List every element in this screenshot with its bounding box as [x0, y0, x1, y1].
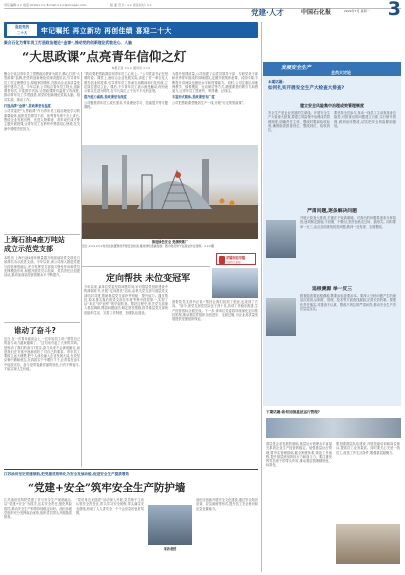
banner-slogan: 牢记嘱托 再立新功 再创佳绩 喜迎二十大 [41, 27, 172, 35]
banner-kicker [7, 24, 37, 36]
lead-subtitle: 聚合石化为青年员工打造政治理论“金课”,推动党的创新理论武装走心、人脑 [4, 40, 132, 45]
masthead [251, 0, 401, 22]
photo-caption [82, 241, 258, 248]
paper-name: 中国石化报 [301, 9, 332, 16]
discussion-question-label: 本期话题: [268, 80, 284, 84]
divider-left-1 [4, 234, 80, 235]
logo-subtext: 中国石化新闻 [226, 261, 241, 264]
discussion-column-1a: 安全生产是企业发展的生命线。开展安全生产大检查大排查,要建立风险集中治理成效管理制度,明确责任主体、整改时限和验收标准,确保隐患排查到位、整改到位、验收到位。 [268, 111, 330, 133]
middle-column-1: 今年以来,某单位党委坚持问题导向,针对基层党组织建设中的薄弱环节,开展“定向帮扶”活动,由机关党支部与基层党支部结对共建,帮助基层党支部补齐短板、提升能力。通过帮扶,原本排名靠后的党支部在年度考核中跃居第一,实现了从“末位”到“冠军”的华丽转身。帮扶过程中,机关党支部深入基层调研,摸清问题症结,制定帮扶措施,指导基层党支部规范组织生活、完善工作制度、加强队伍建设。 [84, 285, 168, 315]
side-story-2-title: 谁动了奋斗? [14, 326, 56, 335]
lead-subhead-3: 丰富形式载体,思政课堂有广度 [172, 95, 215, 100]
band-column-1: 江苏油田坚持把党建工作与安全生产深度融合,以“党建+安全”为抓手,压实安全责任,强化风险管控,推动安全生产形势持续稳定向好。油田各级党组织充分发挥政治优势,组织党员带头开展隐患排查。 [4, 498, 72, 520]
page-number: 3 [387, 0, 401, 20]
discussion-column-2a: 开展大检查大排查,关键在于较真碰硬。对查出的问题要逐条分析原因,逐项制定措施,不回避、不敷衍,坚决杜绝走过场、搞形式。同时要举一反三,由点及面查找同类问题,做到一处发现、全面整改。 [300, 216, 396, 229]
band-column-3: 油田还创新开展安全文化建设,通过安全知识竞赛、应急演练等形式,提升员工安全意识和应急处置能力。 [196, 498, 258, 511]
discussion-photo-3 [266, 418, 401, 438]
middle-headline: 定向帮扶 未位变冠军 [106, 274, 191, 284]
lead-headline: “大思政课”点亮青年信仰之灯 [22, 49, 187, 64]
band-column-2: “党员身边无隐患”活动深入开展,党员骨干主动认领安全责任区,带头学习安全规程,带头落实安全措施,形成了人人讲安全、个个会应急的良好氛围。 [76, 498, 144, 515]
column-rule-page [261, 22, 262, 572]
divider-mid [82, 266, 210, 267]
discussion-header [263, 62, 401, 76]
banner-kicker-line-2: 二十大 [16, 31, 28, 35]
discussion-title-1: 建立安全风险集中治理成效管理制度 [300, 103, 364, 108]
column-rule-left [81, 72, 82, 467]
band-subtitle: 江苏油田坚定党建领航,把党建优势转化为安全发展动能,促进安全生产提质增效 [4, 472, 129, 476]
discussion-question: 如何扎实开展安全生产大检查大排查? [268, 86, 345, 91]
right-lower-photo [336, 524, 400, 564]
lead-column-2: “我们要把思政课讲到青年员工心坎上。”公司党委书记在授课时说。课堂上,他结合企业发展实际,讲述了老一辈石化人艰苦创业的故事,引导青年员工传承石油精神和石化传统,立足岗位建功立业。课后,不少青年员工表示深受触动,纷纷表示要以先进为榜样,在平凡岗位上干出不平凡的业绩。 提升能力素质,思政课堂有深度 公司聚焦青年员工成长需求,开设理论学习、技能提升等专题课程。 [84, 72, 168, 110]
logo-text: 荣耀制造荣耀 [226, 256, 246, 260]
band-photo [148, 505, 192, 545]
side-story-1-body: 本报讯 上海石油4座年销量超万吨加油站党支部近日被命名为示范党支部。今年以来,该公司深入推进党建与经营深度融合,充分发挥党支部战斗堡垒作用和党员先锋模范作用,积极开展党员示范岗、党员责任区创建活动,推动加油站经营管理水平不断提升。 [4, 256, 80, 278]
right-lower-column-1: 基层是企业发展的基础,基层运行管理水平直接关系到企业生产经营的稳定。加强基层运行管理,要夯实管理基础,健全制度体系,规范工作流程,提升基层班组的执行力和战斗力。要注重发挥党员骨干的带头作用,推动基层管理精细化、标准化。 [266, 442, 332, 468]
lead-subhead-2: 提升能力素质,思政课堂有深度 [84, 95, 127, 100]
banner-kicker-line-1: 喜迎党的 [14, 25, 30, 29]
discussion-column-1b: 要坚持全员参与,发动一线员工主动查找身边隐患,对排查出的问题建立台账,实行销号管理,做到闭环整改,切实把安全风险降到最低。 [334, 111, 396, 128]
section-name: 党建·人才 [251, 8, 284, 17]
issue-date: 2022年7月 星期一 [344, 9, 370, 13]
discussion-header-sub: 全员大讨论 [331, 70, 351, 75]
lead-byline: 本报记者 ××× 通讯员 ××× [111, 66, 151, 70]
side-story-1-title-line-2: 成立示范党支部 [4, 245, 53, 253]
divider-band-top [4, 469, 258, 470]
side-story-2-body: 近日,在一次青年座谈会上,一位年轻员工说:“感觉自己的奋斗动力越来越弱了。”这句话引起了大家的共鸣。是谁动了我们的奋斗?其实,奋斗从来不会被谁偷走,而是我们在安逸中逐渐放松了对自己的要求。青年员工要树立远大理想,把个人成长融入企业发展大局,在攻坚克难中磨砺意志,在真抓实干中增长才干,让青春在奋斗中绽放光彩。奋斗是青春最亮丽的底色,只有不断奋斗,才能实现人生价值。 [4, 337, 80, 372]
side-story-1-title-line-1: 上海石油4座万吨站 [4, 236, 65, 244]
lead-subhead-1: 打造品牌“金课”,思政课堂有温度 [4, 104, 51, 109]
discussion-photo-1 [266, 220, 296, 258]
middle-photo [212, 268, 258, 298]
discussion-title-3: 追根溯源 举一反三 [311, 287, 353, 292]
lead-column-1: 聚合石化以青年员工思想政治教育为抓手,精心打造“大思政课”品牌,把党的创新理论讲深讲透讲活,引导青年员工坚定理想信念,厚植家国情怀,在推动企业高质量发展中建功立业。今年以来,公司结合青年员工特点,创新课堂形式,丰富教学内容,让思政课既有温度又有深度,推动青年员工学思践悟,用党的创新理论武装头脑、指导实践、推动工作。 打造品牌“金课”,思政课堂有温度 公司党委把“大思政课”作为青年员工政治理论学习的重要载体,组织党员领导干部、优秀青年骨干走上讲台,围绕企业发展历程、先进人物事迹、青年成长成才等主题开展授课,让青年员工在聆听中感悟初心使命,在交流中增强责任担当。 [4, 72, 80, 131]
ad-logo [216, 253, 256, 265]
band-photo-caption: 采访者按 [163, 547, 177, 551]
discussion-title-2: 严肃问题,逐条解决问题 [307, 209, 357, 214]
discussion-header-title: 发展安全生产 [281, 65, 312, 71]
band-headline: “党建+安全”筑牢安全生产防护墙 [28, 482, 186, 494]
refinery-illustration [82, 145, 258, 239]
lead-column-3: 为提升授课质量,公司组建了由党员领导干部、专职党务干部和优秀青年组成的讲师团队,定期开展集体备课、试讲评课,不断提升讲师队伍理论水平和授课能力。同时,公司注重运用案例教学、情景模拟、互动研讨等方式,增强课堂的吸引力和感染力,让青年员工愿意听、听得懂、记得住。 丰富形式载体,思政课堂有广度 公司把思政课堂搬到生产一线,开展“行走的思政课”。 [172, 72, 258, 105]
lead-photo [82, 145, 258, 239]
edit-info: 版 面 设 计: ×× 责任校对: ×× [110, 3, 152, 7]
theme-banner [4, 22, 258, 38]
right-lower-column-2: 要加强基层队伍建设,开展技能培训和岗位练兵,提高员工业务素质。同时要关心关爱一线员工,改善工作生活条件,增强基层凝聚力。 [336, 442, 400, 455]
photo-caption-body: 近日,××××××党员在装置现场开展安全检查,推进绿色低碳发展。图为党员骨干在高处作业现场。×××摄 [82, 243, 214, 248]
photo-caption-title: 推进绿色安全 党旗映炼厂 [151, 240, 189, 244]
discussion-column-3a: 排查隐患要追根溯源,既要治标更要治本。要深入分析问题产生的深层次原因,从制度、管理、技术等方面查找漏洞,完善长效机制。要强化责任落实,对排查不认真、整改不到位的严肃问责,推动安全生产责任层层压实。 [300, 294, 396, 311]
publication-info: 责任编辑:×× 电话:(010)××× E-mail:×××@sinopec.com [4, 3, 87, 7]
discussion-photo-2 [266, 298, 296, 336]
divider-left-2 [4, 322, 80, 323]
discussion-next-topic: 下期话题:如何加强基层运行管理? [266, 410, 320, 414]
side-story-1-title [4, 236, 80, 254]
middle-column-2: 被帮扶党支部书记说:“帮扶让我们找到了差距,也找到了方向。”如今,该党支部党员队伍干劲十足,各项工作稳步推进,生产经营指标全面完成。下一步,该单位党委将持续深化定向帮扶机制,推动基层党组织全面进步、全面过硬,为企业高质量发展提供坚强组织保证。 [172, 300, 258, 322]
logo-mark-icon [219, 256, 225, 264]
